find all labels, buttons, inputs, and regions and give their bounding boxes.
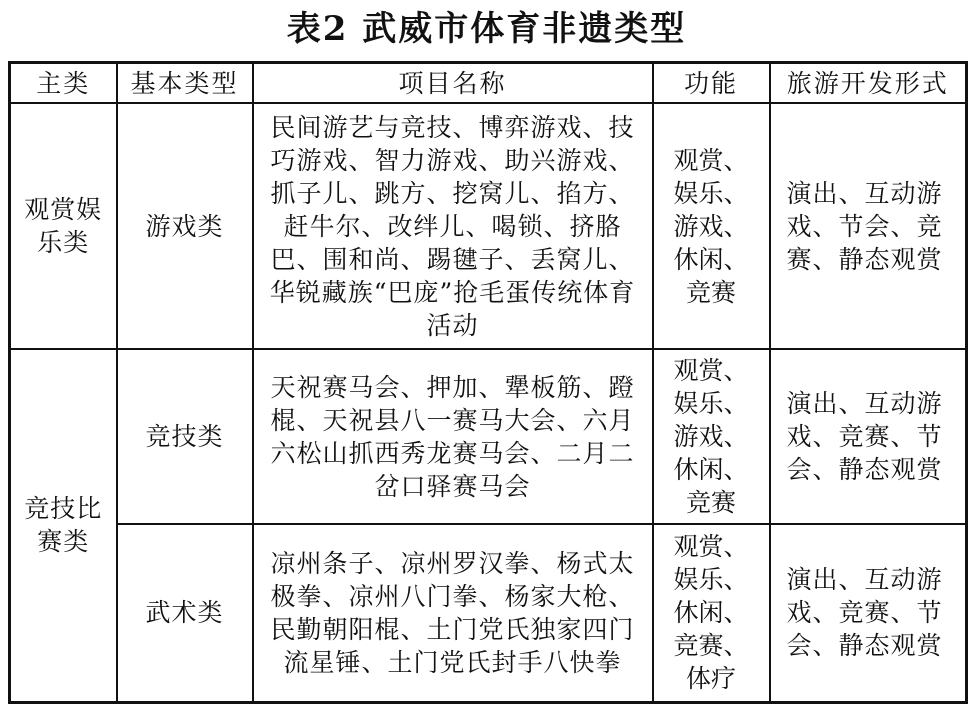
item-names-cell: 凉州条子、凉州罗汉拳、杨式太极拳、凉州八门拳、杨家大枪、民勤朝阳棍、土门党氏独家四门流星锤、土门党氏封手八快拳: [253, 524, 653, 702]
header-tourism-form: 旅游开发形式: [770, 63, 967, 104]
table-title: 表2 武威市体育非遗类型: [286, 9, 687, 49]
heritage-table: [8, 61, 968, 704]
item-names-cell: 民间游艺与竞技、博弈游戏、技巧游戏、智力游戏、助兴游戏、抓子儿、跳方、挖窝儿、掐方、赶牛尔、改绊儿、喝锁、挤胳巴、围和尚、踢毽子、丢窝儿、华锐藏族“巴庞”抢毛蛋传统体育活动: [253, 103, 653, 349]
tourism-form-cell: 演出、互动游戏、竞赛、节会、静态观赏: [770, 349, 967, 524]
basic-type-cell: 游戏类: [117, 103, 253, 349]
tourism-form-cell: 演出、互动游戏、竞赛、节会、静态观赏: [770, 524, 967, 702]
function-cell: 观赏、娱乐、游戏、休闲、竞赛: [653, 103, 770, 349]
function-cell: 观赏、娱乐、休闲、竞赛、体疗: [653, 524, 770, 702]
function-cell: 观赏、娱乐、游戏、休闲、竞赛: [653, 349, 770, 524]
header-main-class: 主类: [10, 63, 117, 104]
table-row: [10, 524, 967, 702]
header-item-names: 项目名称: [253, 63, 653, 104]
item-names-cell: 天祝赛马会、押加、犟板筋、蹬棍、天祝县八一赛马大会、六月六松山抓西秀龙赛马会、二月二岔口驿赛马会: [253, 349, 653, 524]
basic-type-cell: 竞技类: [117, 349, 253, 524]
main-class-cell: 竞技比赛类: [10, 349, 117, 702]
table-row: [10, 103, 967, 349]
header-basic-type: 基本类型: [117, 63, 253, 104]
basic-type-cell: 武术类: [117, 524, 253, 702]
table-header-row: [10, 63, 967, 104]
table-row: [10, 349, 967, 524]
tourism-form-cell: 演出、互动游戏、节会、竞赛、静态观赏: [770, 103, 967, 349]
main-class-cell: 观赏娱乐类: [10, 103, 117, 349]
header-function: 功能: [653, 63, 770, 104]
